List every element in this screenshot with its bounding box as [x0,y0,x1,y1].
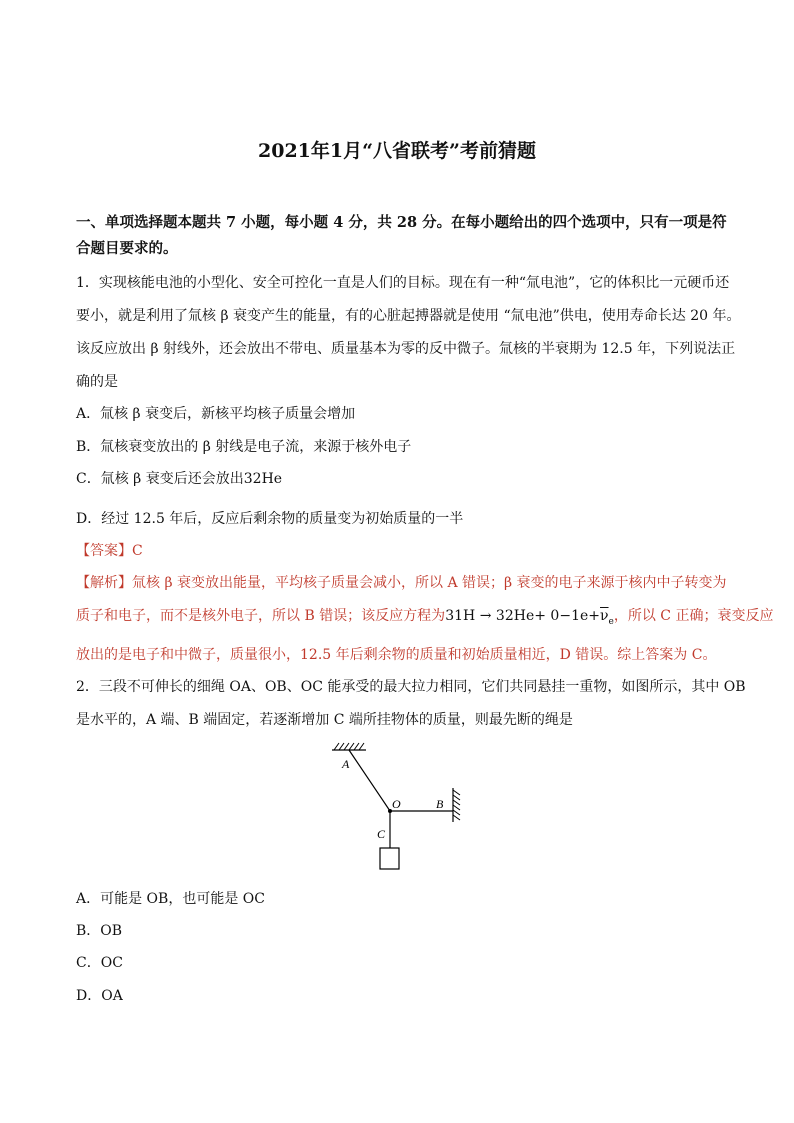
page-title: 2021年1月“八省联考”考前猜题 [258,140,536,162]
label-o: O [392,797,401,811]
q1-stem-line-4: 确的是 [76,374,118,390]
q2-option-d: D．OA [76,988,123,1004]
q1-analysis-line-1 [76,572,746,592]
he-mass-number: 3 [243,471,253,487]
q1-stem-line-1: 1．实现核能电池的小型化、安全可控化一直是人们的目标。现在有一种“氚电池”，它的体积比一元硬币还 [76,275,730,291]
electron-prefix [550,608,580,624]
h-mass-number: 3 [445,608,455,624]
q1-option-c [76,468,746,488]
he-product-mass: 3 [495,608,505,624]
q1-analysis-line-2 [76,605,774,627]
analysis-text-2a: 质子和电子，而不是核外电子，所以 B 错误；该反应方程为 [76,608,446,624]
q1-stem-line-3: 该反应放出 β 射线外，还会放出不带电、质量基本为零的反中微子。氚核的半衰期为 12.5 年，下列说法正 [76,341,736,357]
he-charge-number: 2 [252,471,262,487]
antineutrino-subscript: e [608,616,614,627]
q2-option-b: B．OB [76,923,123,939]
wall-hatching [453,790,460,820]
analysis-text-2b: ，所以 C 正确；衰变反应 [613,608,774,624]
q2-stem-line-2: 是水平的，A 端、B 端固定，若逐渐增加 C 端所挂物体的质量，则最先断的绳是 [76,712,573,728]
electron-mass: 0 [550,608,560,624]
h-symbol: H [463,608,476,624]
q1-stem-line-2: 要小，就是利用了氚核 β 衰变产生的能量，有的心脏起搏器就是使用 “氚电池”供电，使用寿命长达 20 年。 [76,308,741,324]
h-nuclide-prefix [445,608,463,624]
he-nuclide-prefix [244,471,262,487]
he-product-prefix [496,608,514,624]
q1-option-c-text: C．氚核 β 衰变后还会放出 [76,471,244,487]
analysis-label: 【解析】 [76,575,132,591]
reaction-arrow: → [479,608,492,624]
electron-symbol: e [579,608,589,624]
hanging-weight [380,848,399,869]
rope-diagram [326,736,476,878]
analysis-text-1: 氚核 β 衰变放出能量，平均核子质量会减小，所以 A 错误；β 衰变的电子来源于核内中子转变为 [132,575,727,591]
plus-sign-2: + [588,608,601,624]
label-b: B [436,797,444,811]
section-heading: 一、单项选择题本题共 7 小题，每小题 4 分，共 28 分。在每小题给出的四个选项中，只有一项是符合题目要求的。 [76,214,727,257]
q1-option-a: A．氚核 β 衰变后，新核平均核子质量会增加 [76,406,356,422]
label-c: C [377,827,386,841]
he-symbol: He [261,471,283,487]
antineutrino-symbol: $\overline{\nu}$ [600,608,609,624]
ceiling-hatching [334,743,364,750]
he-product-charge: 2 [504,608,514,624]
q1-option-b: B．氚核衰变放出的 β 射线是电子流，来源于核外电子 [76,439,412,455]
q1-option-d: D．经过 12.5 年后，反应后剩余物的质量变为初始质量的一半 [76,511,464,527]
rope-oa [349,750,390,811]
q1-answer: 【答案】C [76,543,143,559]
q2-stem-line-1: 2．三段不可伸长的细绳 OA、OB、OC 能承受的最大拉力相同，它们共同悬挂一重物，如图所示，其中 OB [76,679,746,695]
q2-option-c: C．OC [76,955,123,971]
plus-sign-1: + [534,608,546,624]
h-charge-number: 1 [454,608,464,624]
q1-analysis-line-3: 放出的是电子和中微子，质量很小，12.5 年后剩余物的质量和初始质量相近，D 错误。综上答案为 C。 [76,647,717,663]
label-a: A [342,757,350,771]
he-product-symbol: He [513,608,535,624]
q2-option-a: A．可能是 OB，也可能是 OC [76,891,265,907]
electron-charge: −1 [559,608,580,624]
